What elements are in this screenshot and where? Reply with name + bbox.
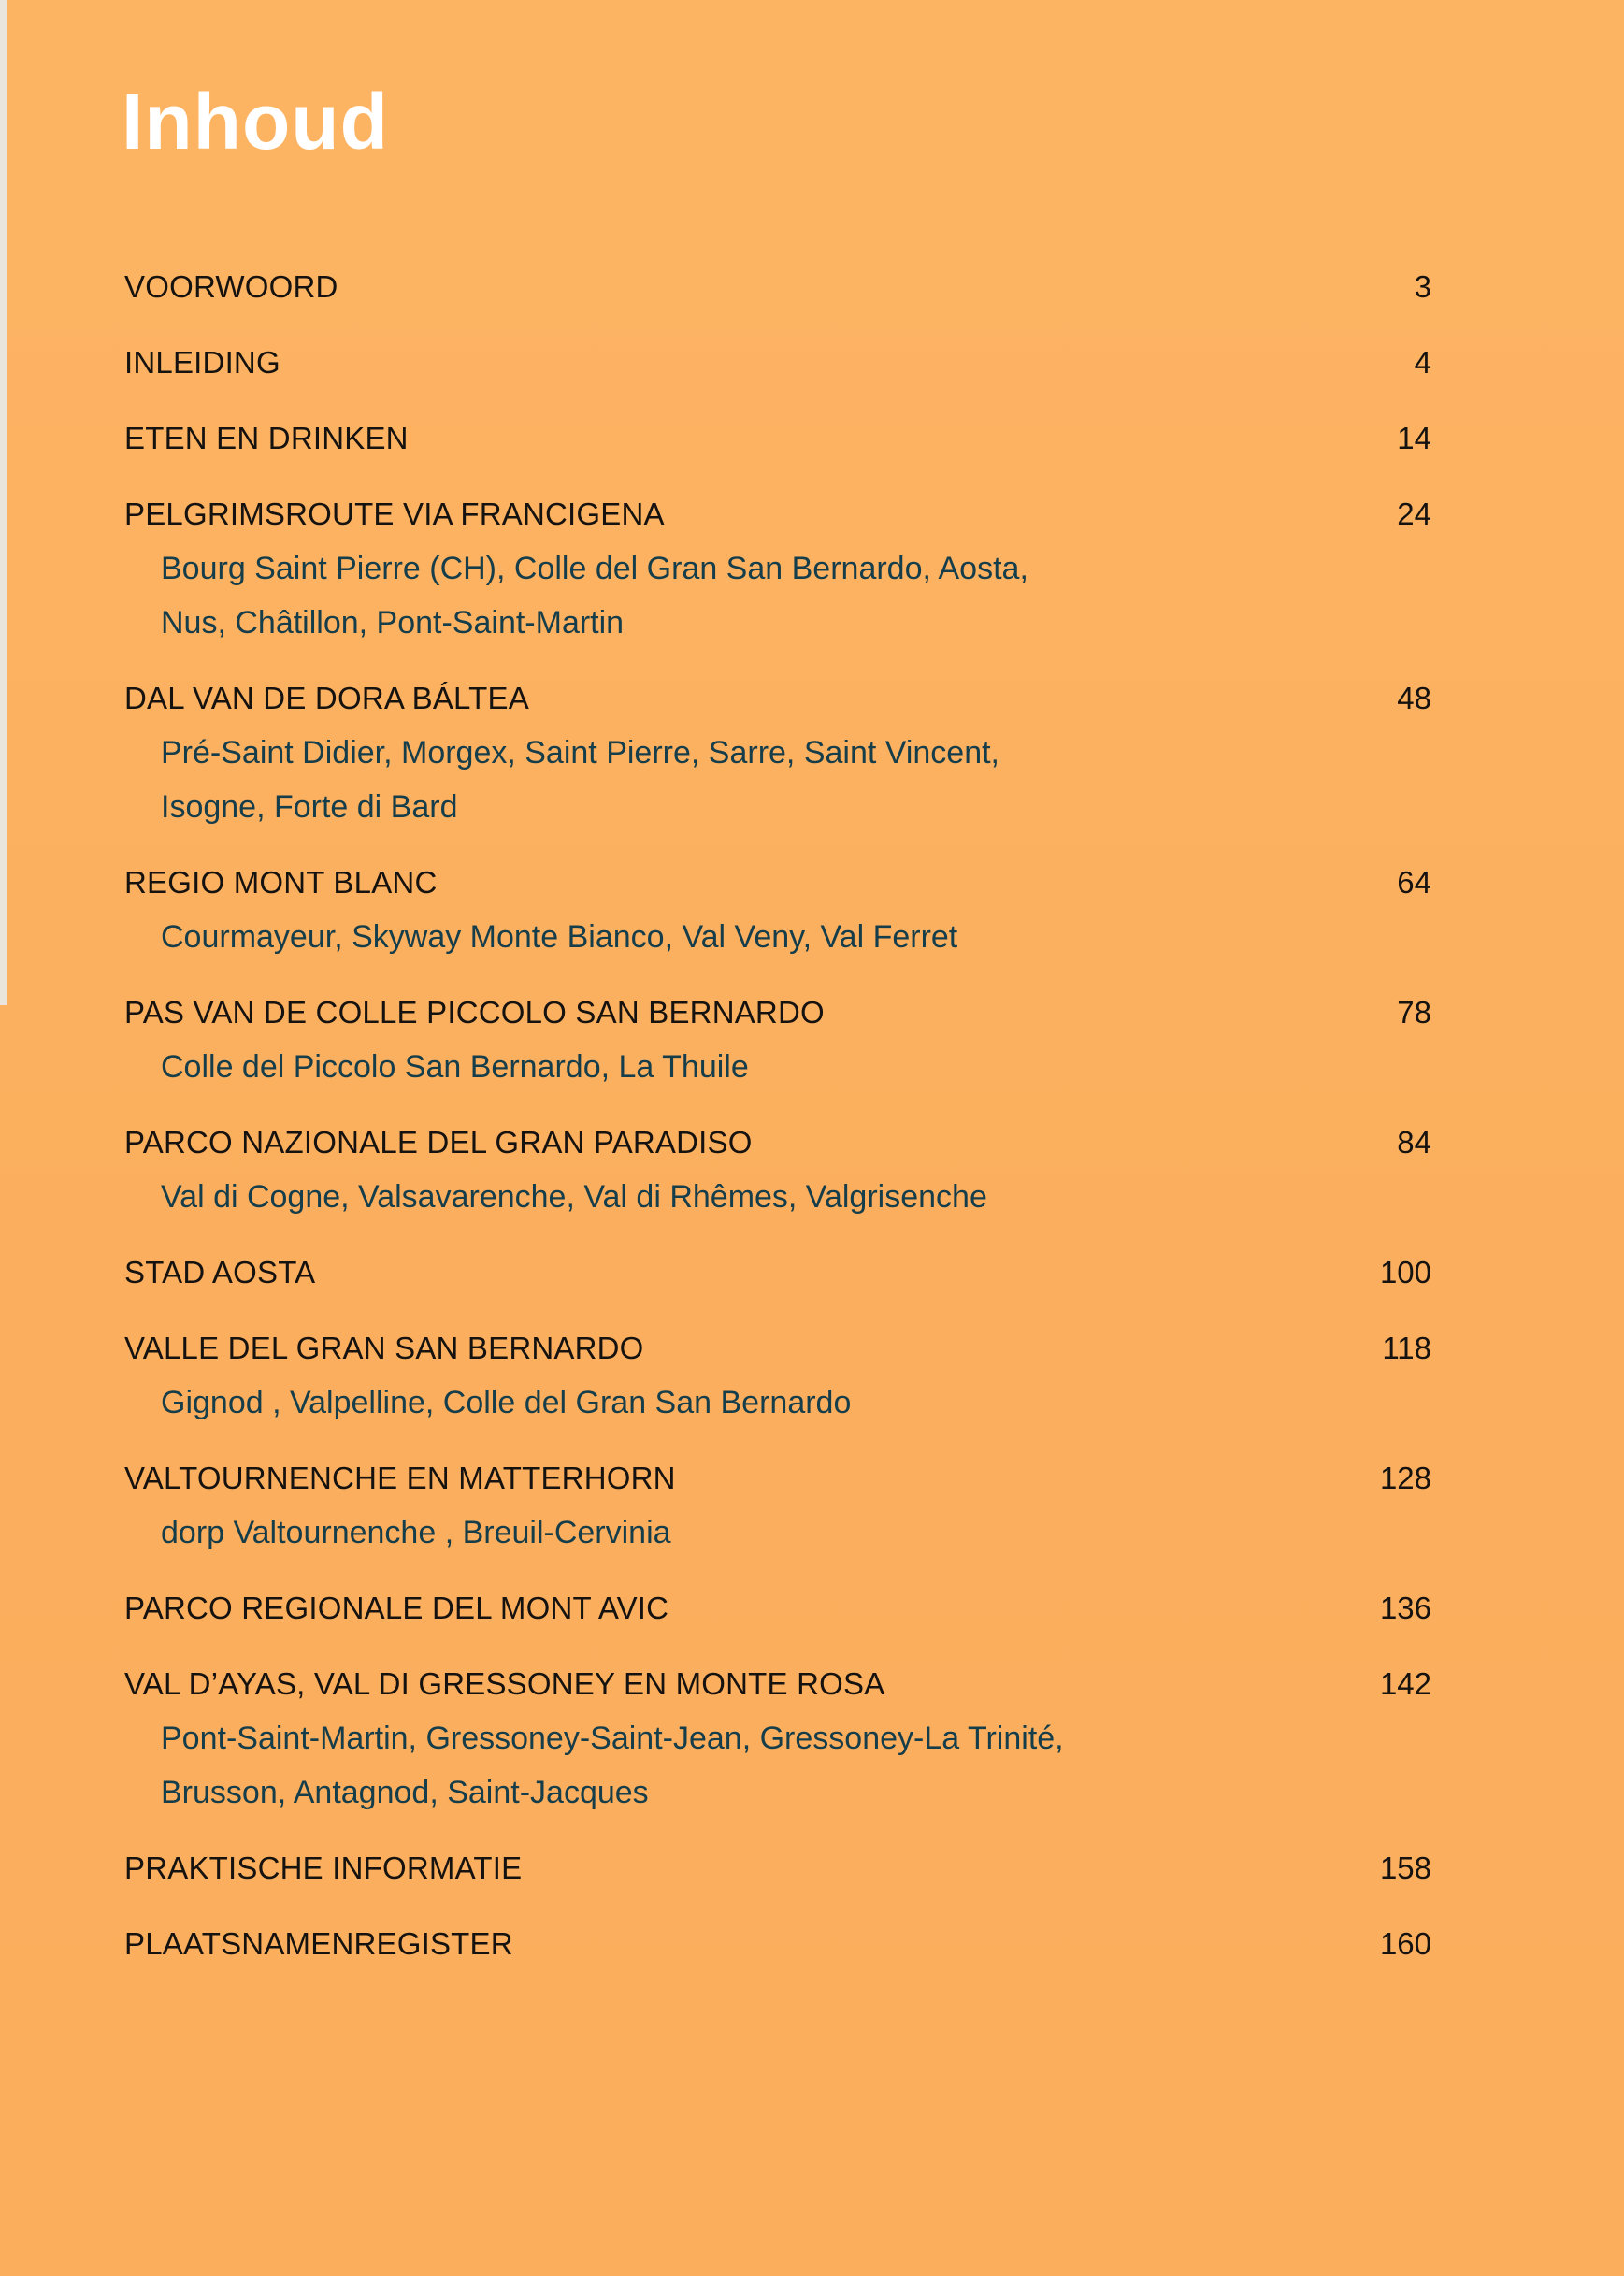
page-number: 128 [1379, 1461, 1431, 1495]
chapter-places: Colle del Piccolo San Bernardo, La Thuile [161, 1049, 749, 1085]
toc-entry-heading-row [124, 1917, 1431, 1971]
chapter-title: PLAATSNAMENREGISTER [124, 1926, 513, 1961]
toc-entry-heading-row [124, 1246, 1431, 1300]
toc-entry [124, 1451, 1431, 1560]
page-number: 64 [1397, 865, 1431, 900]
chapter-title: DAL VAN DE DORA BÁLTEA [124, 681, 529, 715]
chapter-places: Brusson, Antagnod, Saint-Jacques [161, 1775, 649, 1810]
chapter-places: Courmayeur, Skyway Monte Bianco, Val Veny, Val Ferret [161, 919, 958, 955]
page-number: 24 [1397, 497, 1431, 531]
toc-entry-heading-row [124, 260, 1431, 314]
chapter-title: REGIO MONT BLANC [124, 865, 438, 900]
chapter-title: PARCO REGIONALE DEL MONT AVIC [124, 1591, 669, 1625]
toc-entry [124, 1917, 1431, 1971]
toc-entry [124, 1657, 1431, 1820]
toc-entry [124, 856, 1431, 964]
page-number: 118 [1382, 1331, 1431, 1365]
chapter-places: Val di Cogne, Valsavarenche, Val di Rhêmes, Valgrisenche [161, 1179, 987, 1215]
toc-entry-heading-row [124, 1321, 1431, 1376]
chapter-places: Pré-Saint Didier, Morgex, Saint Pierre, Sarre, Saint Vincent, [161, 735, 999, 771]
chapter-places: Isogne, Forte di Bard [161, 789, 458, 825]
chapter-title: STAD AOSTA [124, 1255, 316, 1289]
chapter-title: VOORWOORD [124, 269, 338, 304]
toc-entry-heading-row [124, 1451, 1431, 1505]
toc-entry [124, 1246, 1431, 1300]
chapter-places: Pont-Saint-Martin, Gressoney-Saint-Jean, Gressoney-La Trinité, [161, 1721, 1064, 1756]
page-number: 142 [1379, 1666, 1431, 1701]
toc-entry-heading-row [124, 1116, 1431, 1170]
chapter-title: PELGRIMSROUTE VIA FRANCIGENA [124, 497, 665, 531]
toc-entry-heading-row [124, 487, 1431, 541]
toc-entry-heading-row [124, 336, 1431, 390]
toc-entry-heading-row [124, 856, 1431, 910]
chapter-places: Gignod , Valpelline, Colle del Gran San Bernardo [161, 1385, 852, 1420]
page-number: 14 [1397, 421, 1431, 455]
toc-entry [124, 260, 1431, 314]
chapter-title: PARCO NAZIONALE DEL GRAN PARADISO [124, 1125, 753, 1160]
toc-entry-heading-row [124, 1581, 1431, 1635]
page-number: 100 [1379, 1255, 1431, 1289]
toc-entry-heading-row [124, 671, 1431, 726]
chapter-title: INLEIDING [124, 345, 280, 380]
chapter-places: Nus, Châtillon, Pont-Saint-Martin [161, 605, 625, 641]
toc-entry [124, 1116, 1431, 1224]
table-of-contents [124, 260, 1431, 1993]
toc-entry-heading-row [124, 986, 1431, 1040]
chapter-title: PRAKTISCHE INFORMATIE [124, 1851, 523, 1885]
chapter-places: Bourg Saint Pierre (CH), Colle del Gran San Bernardo, Aosta, [161, 551, 1028, 586]
chapter-title: PAS VAN DE COLLE PICCOLO SAN BERNARDO [124, 995, 825, 1030]
page-number: 48 [1397, 681, 1431, 715]
toc-entry [124, 1581, 1431, 1635]
toc-entry [124, 1321, 1431, 1430]
page-number: 84 [1397, 1125, 1431, 1160]
chapter-title: VALLE DEL GRAN SAN BERNARDO [124, 1331, 644, 1365]
toc-entry [124, 411, 1431, 466]
page-number: 78 [1397, 995, 1431, 1030]
toc-entry [124, 336, 1431, 390]
chapter-places: dorp Valtournenche , Breuil-Cervinia [161, 1515, 671, 1550]
toc-entry [124, 986, 1431, 1094]
toc-entry [124, 671, 1431, 834]
page-edge [0, 0, 7, 1005]
page-number: 160 [1379, 1926, 1431, 1961]
chapter-title: ETEN EN DRINKEN [124, 421, 409, 455]
page-number: 4 [1414, 345, 1431, 380]
page-number: 158 [1379, 1851, 1431, 1885]
chapter-title: VALTOURNENCHE EN MATTERHORN [124, 1461, 676, 1495]
toc-entry-heading-row [124, 1657, 1431, 1711]
page-number: 3 [1414, 269, 1431, 304]
toc-entry [124, 1841, 1431, 1895]
page-number: 136 [1379, 1591, 1431, 1625]
toc-entry-heading-row [124, 1841, 1431, 1895]
toc-entry-heading-row [124, 411, 1431, 466]
chapter-title: VAL D’AYAS, VAL DI GRESSONEY EN MONTE ROSA [124, 1666, 885, 1701]
toc-entry [124, 487, 1431, 650]
page-title: Inhoud [122, 78, 389, 166]
